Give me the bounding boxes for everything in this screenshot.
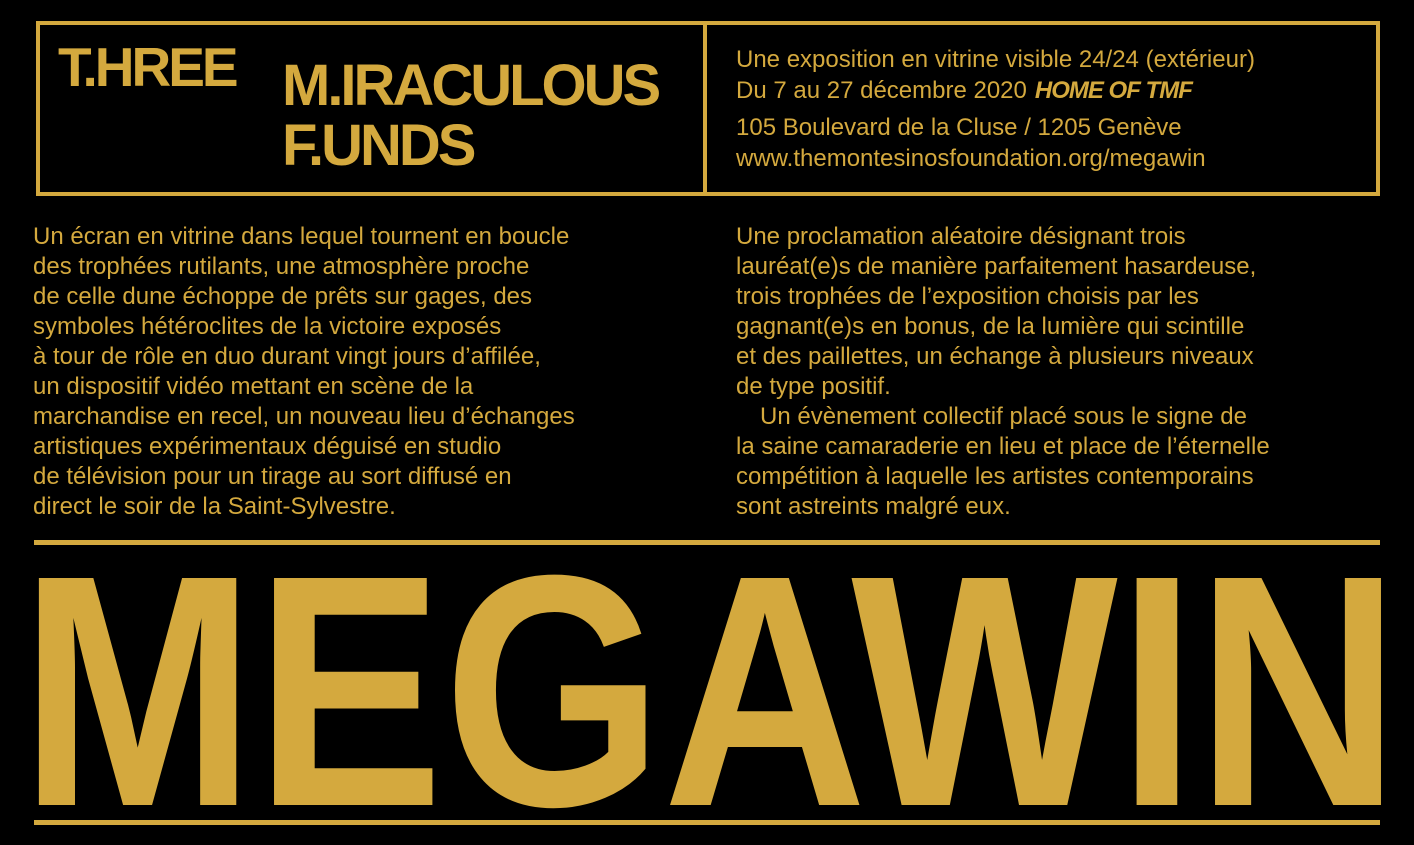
left-line: un dispositif vidéo mettant en scène de la xyxy=(33,373,474,400)
info-dates: Du 7 au 27 décembre 2020 xyxy=(736,77,1027,104)
info-venue: HOME OF TMF xyxy=(1034,77,1192,104)
right-line: Une proclamation aléatoire désignant trois xyxy=(736,223,1186,250)
left-line: de télévision pour un tirage au sort diffusé en xyxy=(33,463,512,490)
left-line: des trophées rutilants, une atmosphère proche xyxy=(33,253,530,280)
bottom-rule xyxy=(34,820,1380,825)
left-line: de celle dune échoppe de prêts sur gages, des xyxy=(33,283,533,310)
right-description xyxy=(736,222,1270,522)
megawin-wordmark xyxy=(20,555,1400,810)
info-address: 105 Boulevard de la Cluse / 1205 Genève xyxy=(736,114,1182,141)
exhibition-title-line2: F.UNDS xyxy=(282,113,474,178)
info-url[interactable]: www.themontesinosfoundation.org/megawin xyxy=(736,145,1206,172)
right-line: trois trophées de l’exposition choisis par les xyxy=(736,283,1199,310)
right-line: compétition à laquelle les artistes contemporains xyxy=(736,463,1254,490)
info-dates-row xyxy=(736,75,1255,106)
exhibition-title-line1: M.IRACULOUS xyxy=(282,53,659,118)
series-title: T.HREE xyxy=(58,36,236,98)
exhibition-info xyxy=(736,44,1255,174)
left-line: direct le soir de la Saint-Sylvestre. xyxy=(33,493,396,520)
left-description xyxy=(33,222,575,522)
left-line: à tour de rôle en duo durant vingt jours d’affilée, xyxy=(33,343,541,370)
megawin-text: MEGAWIN xyxy=(20,555,1400,810)
right-line: lauréat(e)s de manière parfaitement hasardeuse, xyxy=(736,253,1257,280)
exhibition-title xyxy=(282,53,659,178)
right-line: de type positif. xyxy=(736,373,891,400)
info-exhibition-type: Une exposition en vitrine visible 24/24 (extérieur) xyxy=(736,46,1255,73)
left-line: marchandise en recel, un nouveau lieu d’échanges xyxy=(33,403,575,430)
right-line: Un évènement collectif placé sous le signe de xyxy=(760,403,1247,430)
top-rule xyxy=(34,540,1380,545)
left-line: artistiques expérimentaux déguisé en studio xyxy=(33,433,502,460)
left-line: symboles hétéroclites de la victoire exposés xyxy=(33,313,502,340)
left-line: Un écran en vitrine dans lequel tournent en boucle xyxy=(33,223,570,250)
right-line: et des paillettes, un échange à plusieurs niveaux xyxy=(736,343,1254,370)
right-line: la saine camaraderie en lieu et place de l’éternelle xyxy=(736,433,1270,460)
right-line: sont astreints malgré eux. xyxy=(736,493,1011,520)
right-line: gagnant(e)s en bonus, de la lumière qui scintille xyxy=(736,313,1245,340)
header-divider xyxy=(703,21,707,196)
